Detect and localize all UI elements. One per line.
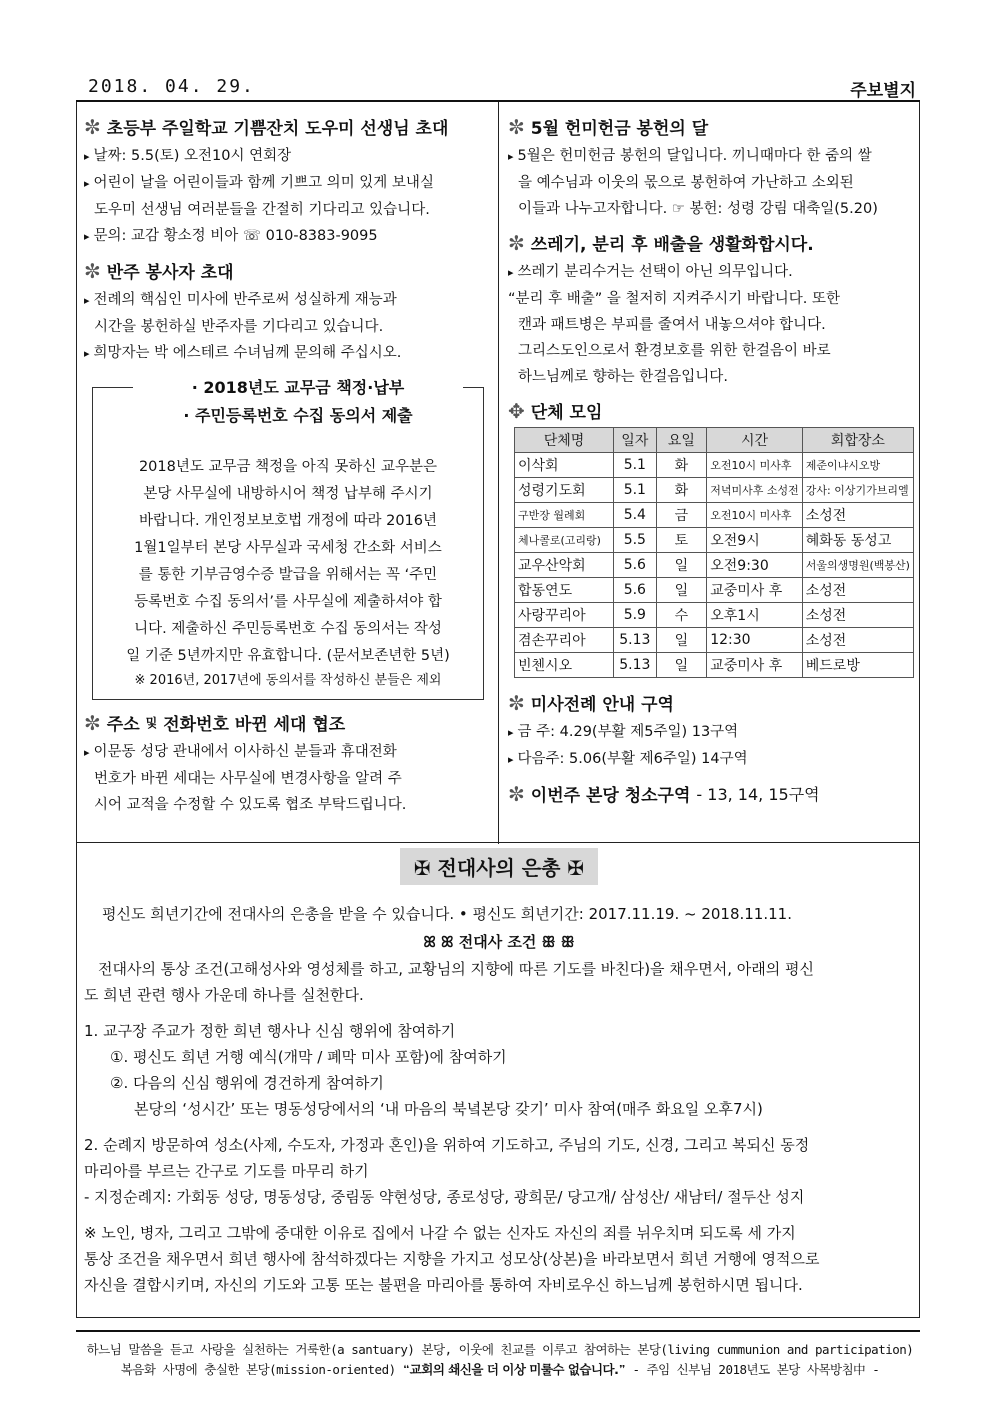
trash-section: [508, 230, 914, 390]
column-divider: [498, 102, 499, 844]
groups-section: [508, 398, 914, 678]
list-item: 시간을 봉헌하실 반주자를 기다리고 있습니다.: [94, 319, 384, 335]
school-section: [84, 114, 494, 250]
column-header: 회합장소: [802, 428, 913, 453]
sparkle-icon: ✼: [508, 781, 525, 806]
sparkle-icon: ✼: [508, 690, 525, 715]
table-row: 체나콜로(고리랑) 5.5 토 오전9시 혜화동 동성고: [515, 528, 914, 553]
right-column: [508, 114, 914, 814]
table-row: 이삭회 5.1 화 오전10시 미사후 제준이냐시오방: [515, 453, 914, 478]
address-section: [84, 710, 494, 818]
paragraph-line: 전대사의 통상 조건(고해성사와 영성체를 하고, 교황님의 지향에 따른 기도를 바친다)을 채우면서, 아래의 평신: [98, 960, 815, 978]
paragraph-line: 도 희년 관련 행사 가운데 하나를 실천한다.: [84, 986, 364, 1004]
list-item: ▸ 금 주: 4.29(부활 제5주일) 13구역: [508, 719, 914, 746]
list-item: ▸ 쓰레기 분리수거는 선택이 아닌 의무입니다.: [508, 259, 914, 286]
indulgence-section: [84, 848, 914, 1298]
list-item: ▸ 전례의 핵심인 미사에 반주로써 성실하게 재능과: [84, 287, 494, 314]
section-heading: ✼ 초등부 주일학교 기쁨잔치 도우미 선생님 초대: [84, 114, 449, 139]
tithe-notice-box: [92, 378, 484, 700]
sparkle-icon: ✼: [508, 114, 525, 139]
notice-body: 2018년도 교무금 책정을 아직 못하신 교우분은 본당 사무실에 내방하시어 책정 납부해 주시기 바랍니다. 개인정보보호법 개정에 따라 2016년 1월1일부터 본당 사무실과 국세청 간소화 서비스 를 통한 기부금영수증 발급을 위해서는 꼭 ‘주민 등록번호 수집 동의서’를 사무실에 제출하셔야 합 니다. 제출하신 주민등록번호 수집 동의서는 작성 일 기준 5년까지만 유효합니다. (문서보존년한 5년): [126, 459, 450, 664]
list-item: 번호가 바뀐 세대는 사무실에 변경사항을 알려 주: [94, 771, 402, 787]
bulletin-title: 주보별지: [850, 81, 916, 101]
notice-footnote: ※ 2016년, 2017년에 동의서를 작성하신 분들은 제외: [134, 673, 442, 688]
list-item: “분리 후 배출” 을 철저히 지켜주시기 바랍니다. 또한: [508, 291, 841, 307]
section-heading: ✼ 미사전례 안내 구역: [508, 690, 674, 715]
table-header-row: [515, 428, 914, 453]
footer-line-1: 하느님 말씀을 듣고 사랑을 실천하는 거룩한(a santuary) 본당, 이웃에 친교를 이루고 참여하는 본당(living cummunion and participation): [86, 1342, 914, 1357]
footer-line-2: 복음화 사명에 충실한 본당(mission-oriented) ❝교회의 쇄신을 더 이상 미룰수 없습니다.❞ - 주임 신부님 2018년도 본당 사목방침中 -: [120, 1362, 880, 1377]
bulletin-date: 2018. 04. 29.: [88, 76, 255, 97]
list-item: ▸ 희망자는 박 에스테르 수녀님께 문의해 주십시오.: [84, 340, 494, 367]
table-row: 합동연도 5.6 일 교중미사 후 소성전: [515, 578, 914, 603]
list-item: ▸ 이문동 성당 관내에서 이사하신 분들과 휴대전화: [84, 739, 494, 766]
section-heading: ✼ 반주 봉사자 초대: [84, 258, 234, 283]
section-heading: ✼ 주소 및 전화번호 바뀐 세대 협조: [84, 710, 346, 735]
list-item: 도우미 선생님 여러분들을 간절히 기다리고 있습니다.: [94, 202, 430, 218]
pilgrimage-sites: - 지정순례지: 가회동 성당, 명동성당, 중림동 약현성당, 종로성당, 광희문/ 당고개/ 삼성산/ 새남터/ 절두산 성지: [84, 1188, 805, 1206]
list-item: 그리스도인으로서 환경보호를 위한 한걸음이 바로: [518, 343, 831, 359]
list-item: ▸ 5월은 헌미헌금 봉헌의 달입니다. 끼니때마다 한 줌의 쌀: [508, 143, 914, 170]
list-item: ▸ 날짜: 5.5(토) 오전10시 연회장: [84, 143, 494, 170]
sparkle-icon: ✼: [84, 258, 101, 283]
column-header: 시간: [707, 428, 803, 453]
list-item: 이들과 나누고자합니다. ☞ 봉헌: 성령 강림 대축일(5.20): [518, 201, 878, 217]
section-heading: ✼ 이번주 본당 청소구역 - 13, 14, 15구역: [508, 781, 820, 806]
footer-divider: [76, 1330, 920, 1332]
table-row: 교우산악회 5.6 일 오전9:30 서울의생명원(백봉산): [515, 553, 914, 578]
section-divider: [76, 842, 920, 843]
sparkle-icon: ✼: [84, 710, 101, 735]
column-header: 단체명: [515, 428, 614, 453]
notice-title: · 2018년도 교무금 책정·납부 · 주민등록번호 수집 동의서 제출: [133, 374, 463, 430]
column-header: 요일: [656, 428, 707, 453]
paragraph-line: ※ 노인, 병자, 그리고 그밖에 중대한 이유로 집에서 나갈 수 없는 신자도 자신의 죄를 뉘우치며 되도록 세 가지: [84, 1224, 796, 1242]
table-row: 겸손꾸리아 5.13 일 12:30 소성전: [515, 628, 914, 653]
list-item: 캔과 패트병은 부피를 줄여서 내놓으셔야 합니다.: [518, 317, 826, 333]
conditions-heading: ꕤ ꕤ 전대사 조건 ꕥ ꕥ: [423, 933, 575, 951]
table-row: 구반장 월례회 5.4 금 오전10시 미사후 소성전: [515, 503, 914, 528]
list-item: 하느님께로 향하는 한걸음입니다.: [518, 369, 728, 385]
cleaning-section: [508, 781, 914, 806]
indulgence-banner: ✠ 전대사의 은총 ✠: [400, 848, 598, 885]
item-1: 1. 교구장 주교가 정한 희년 행사나 신심 행위에 참여하기: [84, 1022, 456, 1040]
table-row: 빈첸시오 5.13 일 교중미사 후 베드로방: [515, 653, 914, 678]
flower-icon: ✥: [508, 398, 525, 423]
group-schedule-table: [514, 427, 914, 678]
paragraph-line: 마리아를 부르는 간구로 기도를 마무리 하기: [84, 1162, 369, 1180]
item-1b-detail: 본당의 ‘성시간’ 또는 명동성당에서의 ‘내 마음의 북녘본당 갖기’ 미사 참여(매주 화요일 오후7시): [134, 1100, 763, 1118]
list-item: 을 예수님과 이웃의 몫으로 봉헌하여 가난하고 소외된: [518, 175, 854, 191]
organist-section: [84, 258, 494, 367]
column-header: 일자: [614, 428, 657, 453]
paragraph-line: 자신을 결합시키며, 자신의 기도와 고통 또는 불편을 마리아를 통하여 자비로우신 하느님께 봉헌하시면 됩니다.: [84, 1276, 803, 1294]
sparkle-icon: ✼: [84, 114, 101, 139]
item-1a: ①. 평신도 희년 거행 예식(개막 / 폐막 미사 포함)에 참여하기: [110, 1048, 507, 1066]
section-heading: ✼ 5월 헌미헌금 봉헌의 달: [508, 114, 709, 139]
section-heading: ✥ 단체 모임: [508, 398, 603, 423]
table-row: 사랑꾸리아 5.9 수 오후1시 소성전: [515, 603, 914, 628]
list-item: ▸ 다음주: 5.06(부활 제6주일) 14구역: [508, 746, 914, 773]
left-column: [84, 114, 494, 826]
table-row: 성령기도회 5.1 화 저녁미사후 소성전 강사: 이상기가브리엘: [515, 478, 914, 503]
list-item: 시어 교적을 수정할 수 있도록 협조 부탁드립니다.: [94, 797, 407, 813]
section-heading: ✼ 쓰레기, 분리 후 배출을 생활화합시다.: [508, 230, 814, 255]
offering-section: [508, 114, 914, 222]
list-item: ▸ 문의: 교감 황소정 비아 ☏ 010-8383-9095: [84, 223, 494, 250]
sparkle-icon: ✼: [508, 230, 525, 255]
paragraph-line: 2. 순례지 방문하여 성소(사제, 수도자, 가정과 혼인)을 위하여 기도하고, 주님의 기도, 신경, 그리고 복되신 동정: [84, 1136, 810, 1154]
intro-text: 평신도 희년기간에 전대사의 은총을 받을 수 있습니다. • 평신도 희년기간: 2017.11.19. ~ 2018.11.11.: [102, 905, 792, 923]
paragraph-line: 통상 조건을 채우면서 희년 행사에 참석하겠다는 지향을 가지고 성모상(상본)을 바라보면서 희년 거행에 영적으로: [84, 1250, 820, 1268]
mass-section: [508, 690, 914, 773]
list-item: ▸ 어린이 날을 어린이들과 함께 기쁘고 의미 있게 보내실: [84, 170, 494, 197]
item-1b: ②. 다음의 신심 행위에 경건하게 참여하기: [110, 1074, 384, 1092]
